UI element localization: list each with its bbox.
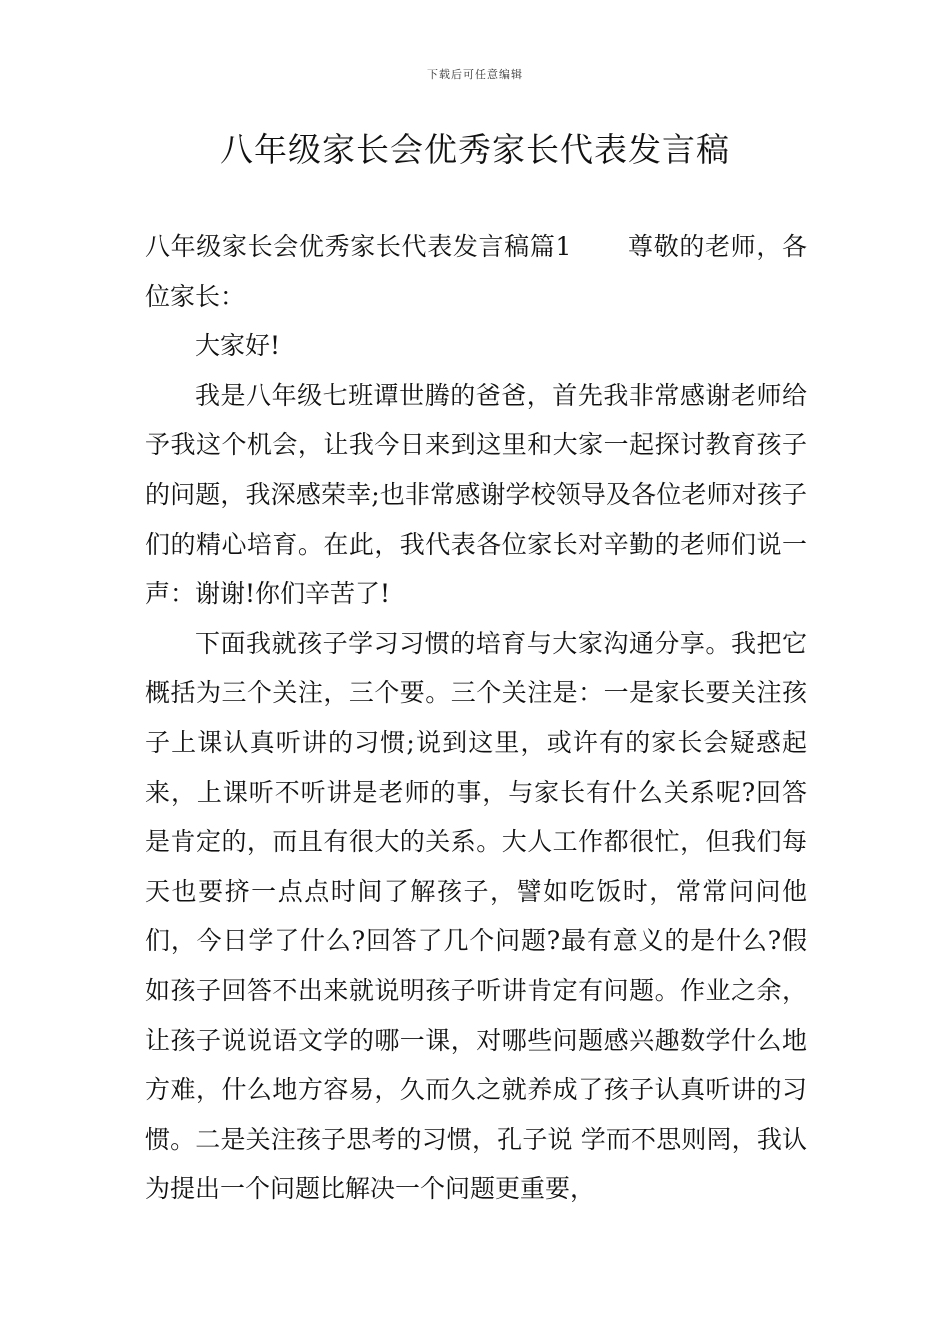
salutation: 尊敬的老师，各位家长：: [145, 232, 807, 311]
paragraph-habits: 下面我就孩子学习习惯的培育与大家沟通分享。我把它概括为三个关注，三个要。三个关注是：一是家长要关注孩子上课认真听讲的习惯;说到这里，或许有的家长会疑惑起来，上课听不听讲是老师的事，与家长有什么关系呢?回答是肯定的，而且有很大的关系。大人工作都很忙，但我们每天也要挤一点点时间了解孩子，譬如吃饭时，常常问问他们，今日学了什么?回答了几个问题?最有意义的是什么?假如孩子回答不出来就说明孩子听讲肯定有问题。作业之余，让孩子说说语文学的哪一课，对哪些问题感兴趣数学什么地方难，什么地方容易，久而久之就养成了孩子认真听讲的习惯。二是关注孩子思考的习惯，孔子说 学而不思则罔，我认为提出一个问题比解决一个问题更重要，: [145, 628, 807, 1204]
header-note: 下载后可任意编辑: [427, 68, 523, 81]
document-body: [145, 222, 807, 1214]
paragraph-introduction: 我是八年级七班谭世腾的爸爸，首先我非常感谢老师给予我这个机会，让我今日来到这里和大家一起探讨教育孩子的问题，我深感荣幸;也非常感谢学校领导及各位老师对孩子们的精心培育。在此，我代表各位家长对辛勤的老师们说一声：谢谢!你们辛苦了!: [145, 380, 807, 609]
section-label: 八年级家长会优秀家长代表发言稿篇1: [145, 232, 572, 261]
paragraph-greeting: 大家好!: [195, 331, 281, 361]
document-title: 八年级家长会优秀家长代表发言稿: [220, 130, 730, 169]
intro-paragraph: [145, 222, 807, 321]
